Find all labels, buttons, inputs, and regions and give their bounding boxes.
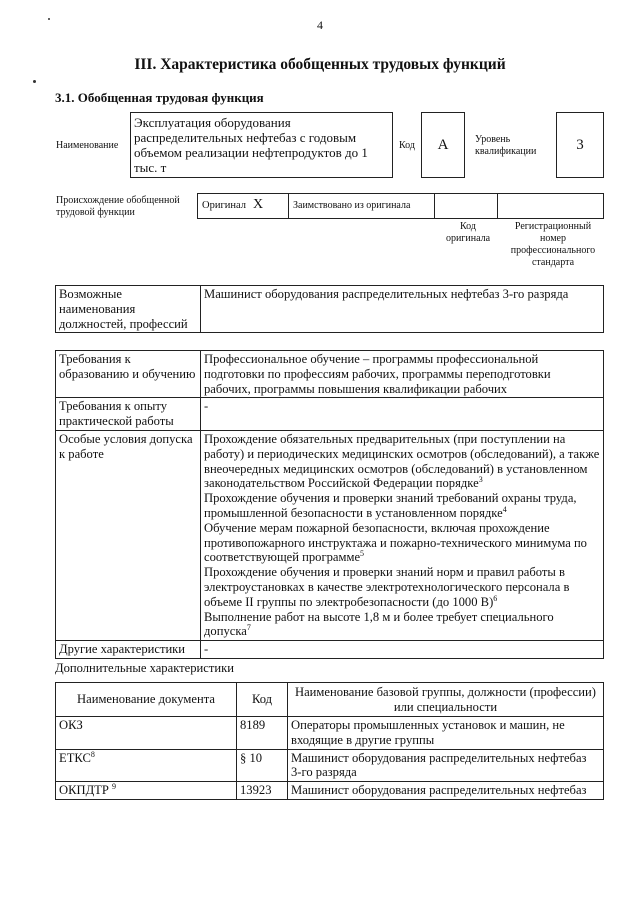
table-row: [56, 749, 604, 782]
level-value: 3: [576, 137, 584, 153]
page-number: 4: [317, 18, 323, 32]
experience-value: -: [201, 398, 604, 431]
function-name-value: Эксплуатация оборудования распределительных нефтебаз с годовым объемом реализации нефтепродуктов до 1 тыс. т: [134, 115, 368, 175]
reg-number-caption: Регистрационный номер профессионального стандарта: [510, 221, 596, 268]
name-label: Наименование: [56, 140, 119, 151]
conditions-list: [201, 430, 604, 640]
education-label: Требования к образованию и обучению: [56, 351, 201, 398]
positions-value: Машинист оборудования распределительных нефтебаз 3-го разряда: [201, 286, 604, 333]
other-value: -: [201, 641, 604, 659]
function-name-box: [130, 112, 393, 178]
conditions-label: Особые условия допуска к работе: [56, 430, 201, 640]
code-original-caption: Код оригинала: [445, 221, 491, 244]
header-name: Наименование базовой группы, должности (профессии) или специальности: [288, 683, 604, 717]
header-doc: Наименование документа: [56, 683, 237, 717]
row-doc: ЕТКС$^8$: [56, 749, 237, 782]
table-row: [56, 398, 604, 431]
row-name: Машинист оборудования распределительных нефтебаз 3-го разряда: [288, 749, 604, 782]
row-doc: ОКПДТР $^9$: [56, 782, 237, 800]
condition-item: Выполнение работ на высоте 1,8 м и более требует специального допуска$^7$: [204, 609, 554, 639]
table-header-row: [56, 683, 604, 717]
condition-item: Прохождение обучения и проверки знаний норм и правил работы в электроустановках в качестве электротехнологического персонала в объеме II группы по электробезопасности (до 1000 В)$^6$: [204, 565, 570, 609]
additional-table: [55, 682, 604, 800]
level-box: [556, 112, 604, 178]
table-row: [56, 717, 604, 750]
table-row: [56, 782, 604, 800]
row-name: Операторы промышленных установок и машин, не входящие в другие группы: [288, 717, 604, 750]
origin-divider: [434, 193, 435, 219]
row-code: 8189: [237, 717, 288, 750]
original-label: Оригинал: [202, 200, 246, 211]
function-code-value: А: [437, 137, 449, 153]
code-label: Код: [399, 140, 415, 151]
condition-item: Прохождение обучения и проверки знаний требований охраны труда, промышленной безопасности в установленном порядке$^4$: [204, 491, 577, 520]
other-label: Другие характеристики: [56, 641, 201, 659]
table-row: [56, 641, 604, 659]
condition-item: Обучение мерам пожарной безопасности, включая прохождение противопожарного инструктажа и пожарно-технического минимума по соответствующей программе$^5$: [204, 520, 587, 565]
origin-divider: [288, 193, 289, 219]
row-code: 13923: [237, 782, 288, 800]
origin-divider: [497, 193, 498, 219]
table-row: [56, 286, 604, 333]
function-code-box: [421, 112, 465, 178]
row-name: Машинист оборудования распределительных нефтебаз: [288, 782, 604, 800]
original-mark: X: [253, 197, 264, 212]
scan-speck: [33, 80, 36, 83]
requirements-table: [55, 350, 604, 659]
table-row: [56, 351, 604, 398]
positions-table: [55, 285, 604, 333]
borrowed-label: Заимствовано из оригинала: [293, 200, 411, 211]
section-title: III. Характеристика обобщенных трудовых функций: [134, 56, 506, 73]
origin-label: Происхождение обобщенной трудовой функции: [56, 195, 180, 218]
row-code: § 10: [237, 749, 288, 782]
header-code: Код: [237, 683, 288, 717]
positions-label: Возможные наименования должностей, профессий: [56, 286, 201, 333]
table-row: [56, 430, 604, 640]
additional-title: Дополнительные характеристики: [55, 661, 234, 675]
education-value: Профессиональное обучение – программы профессиональной подготовки по профессиям рабочих, программы переподготовки рабочих, программы повышения квалификации рабочих: [201, 351, 604, 398]
experience-label: Требования к опыту практической работы: [56, 398, 201, 431]
subsection-title: 3.1. Обобщенная трудовая функция: [55, 90, 264, 105]
row-doc: ОКЗ: [56, 717, 237, 750]
level-label: Уровень квалификации: [475, 134, 537, 157]
condition-item: Прохождение обязательных предварительных (при поступлении на работу) и периодических медицинских осмотров (обследований), а также внеочередных медицинских осмотров (обследований) в установленном законодательством Российской Федерации порядке$^3$: [204, 431, 600, 491]
